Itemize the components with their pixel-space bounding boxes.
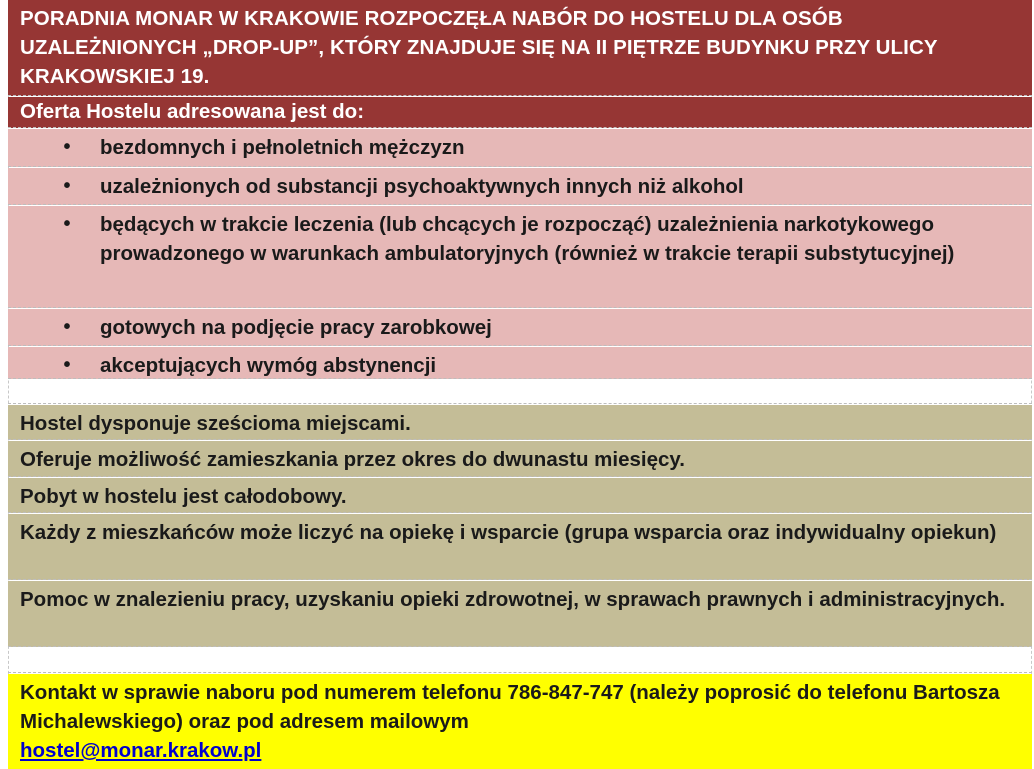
offer-item (8, 206, 1032, 308)
info-row: Hostel dysponuje sześcioma miejscami. (8, 405, 1032, 440)
offer-item-text: uzależnionych od substancji psychoaktywnych innych niż alkohol (100, 175, 744, 198)
offer-item-text: gotowych na podjęcie pracy zarobkowej (100, 316, 492, 339)
contact-email-link[interactable]: hostel@monar.krakow.pl (20, 739, 262, 762)
page-title: PORADNIA MONAR W KRAKOWIE ROZPOCZĘŁA NABÓR DO HOSTELU DLA OSÓB UZALEŻNIONYCH „DROP-UP”, KTÓRY ZNAJDUJE SIĘ NA II PIĘTRZE BUDYNKU PRZY ULICY KRAKOWSKIEJ 19. (8, 0, 1032, 96)
info-row: Każdy z mieszkańców może liczyć na opiekę i wsparcie (grupa wsparcia oraz indywidualny opiekun) (8, 514, 1032, 580)
info-row: Pomoc w znalezieniu pracy, uzyskaniu opieki zdrowotnej, w sprawach prawnych i administracyjnych. (8, 581, 1032, 647)
offer-item (8, 309, 1032, 346)
bullet-icon: • (63, 213, 71, 235)
bullet-icon: • (63, 136, 71, 158)
bullet-icon: • (63, 354, 71, 376)
contact-box (8, 674, 1032, 769)
offer-item (8, 347, 1032, 379)
offer-item-text: będących w trakcie leczenia (lub chcących je rozpocząć) uzależnienia narkotykowego prowadzonego w warunkach ambulatoryjnych (również w trakcie terapii substytucyjnej) (100, 213, 955, 265)
offer-item-text: akceptujących wymóg abstynencji (100, 354, 437, 377)
offer-item (8, 168, 1032, 205)
offer-item (8, 129, 1032, 167)
info-row: Oferuje możliwość zamieszkania przez okres do dwunastu miesięcy. (8, 441, 1032, 477)
bullet-icon: • (63, 175, 71, 197)
offer-item-text: bezdomnych i pełnoletnich mężczyzn (100, 136, 465, 159)
bullet-icon: • (63, 316, 71, 338)
spacer-row (8, 648, 1032, 673)
offer-heading: Oferta Hostelu adresowana jest do: (8, 97, 1032, 128)
contact-text: Kontakt w sprawie naboru pod numerem telefonu 786-847-747 (należy poprosić do telefonu Bartosza Michalewskiego) oraz pod adresem mailowym (20, 681, 1000, 733)
info-row: Pobyt w hostelu jest całodobowy. (8, 478, 1032, 513)
spacer-row (8, 380, 1032, 404)
